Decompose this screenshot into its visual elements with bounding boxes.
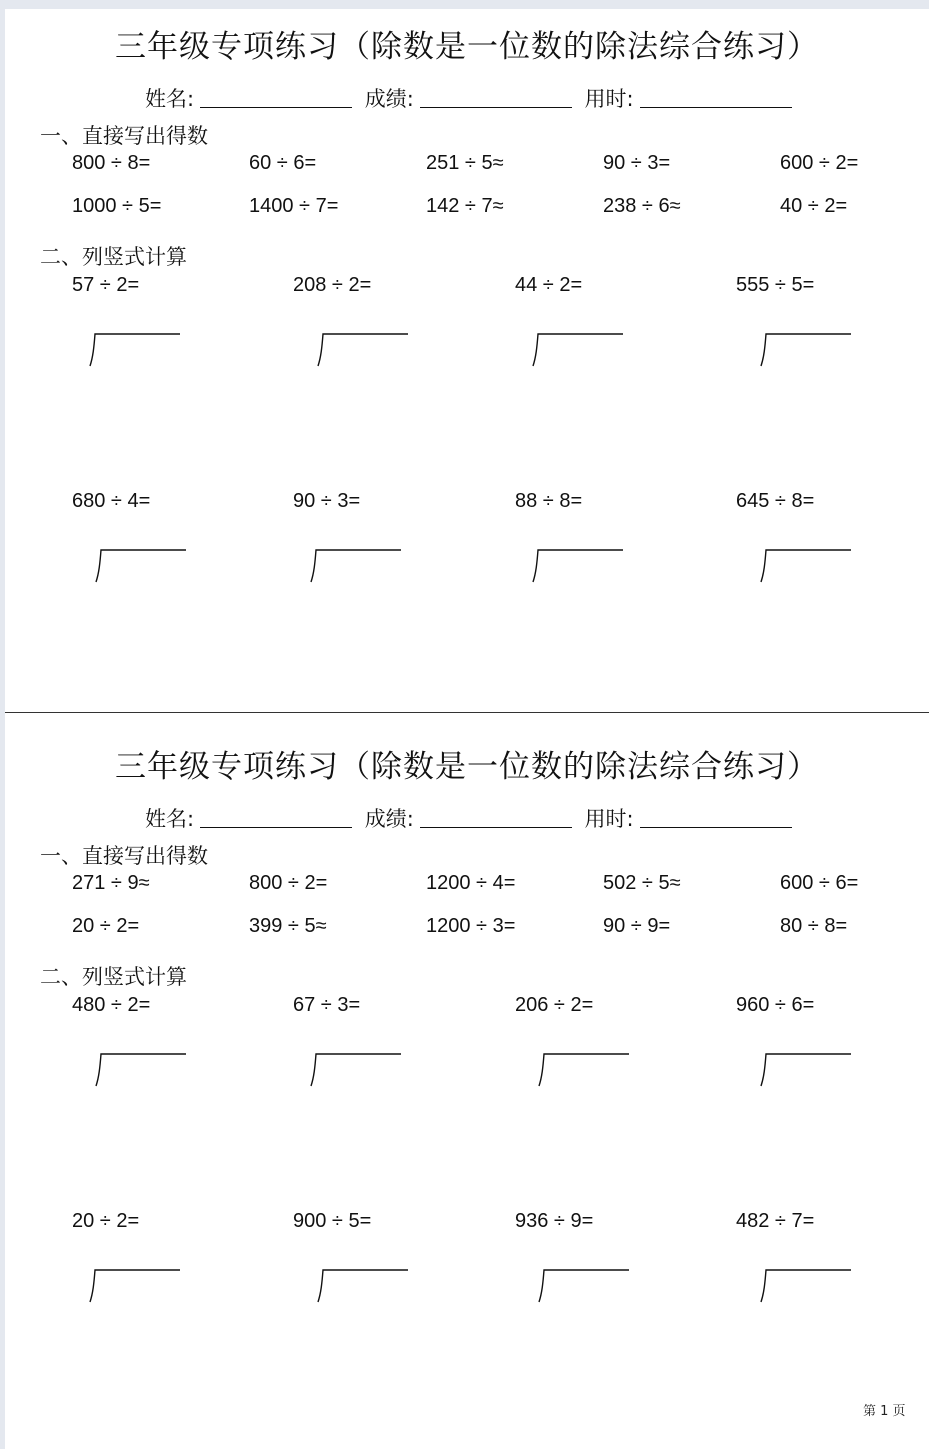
- section-long-division-heading: 二、列竖式计算: [40, 245, 187, 269]
- oral-problem: 80 ÷ 8=: [780, 915, 848, 937]
- name-label: 姓名:: [145, 807, 195, 831]
- long-division-bracket-icon: [538, 1269, 634, 1303]
- name-blank: [200, 106, 352, 108]
- oral-problem: 1200 ÷ 3=: [426, 915, 516, 937]
- oral-problem: 1400 ÷ 7=: [249, 195, 339, 217]
- long-division-problem: 44 ÷ 2=: [515, 274, 583, 296]
- name-blank: [200, 826, 352, 828]
- time-label: 用时:: [584, 87, 634, 111]
- oral-problem: 600 ÷ 6=: [780, 872, 859, 894]
- long-division-problem: 206 ÷ 2=: [515, 994, 594, 1016]
- score-field: [365, 83, 572, 113]
- long-division-problem: 208 ÷ 2=: [293, 274, 372, 296]
- long-division-problem: 936 ÷ 9=: [515, 1210, 594, 1232]
- long-division-bracket-icon: [89, 333, 185, 367]
- oral-problem: 399 ÷ 5≈: [249, 915, 327, 937]
- oral-problem: 238 ÷ 6≈: [603, 195, 681, 217]
- score-label: 成绩:: [364, 87, 414, 111]
- score-blank: [420, 826, 572, 828]
- oral-problem: 271 ÷ 9≈: [72, 872, 150, 894]
- long-division-problem: 20 ÷ 2=: [72, 1210, 140, 1232]
- long-division-problem: 645 ÷ 8=: [736, 490, 815, 512]
- oral-problem: 800 ÷ 2=: [249, 872, 328, 894]
- name-label: 姓名:: [145, 87, 195, 111]
- long-division-bracket-icon: [532, 333, 628, 367]
- time-blank: [640, 826, 792, 828]
- long-division-problem: 555 ÷ 5=: [736, 274, 815, 296]
- oral-problem: 90 ÷ 9=: [603, 915, 671, 937]
- long-division-bracket-icon: [310, 549, 406, 583]
- oral-problem: 800 ÷ 8=: [72, 152, 151, 174]
- long-division-bracket-icon: [760, 333, 856, 367]
- time-field: [585, 83, 792, 113]
- long-division-bracket-icon: [95, 549, 191, 583]
- long-division-problem: 90 ÷ 3=: [293, 490, 361, 512]
- long-division-problem: 482 ÷ 7=: [736, 1210, 815, 1232]
- time-label: 用时:: [584, 807, 634, 831]
- long-division-bracket-icon: [760, 549, 856, 583]
- score-field: [365, 803, 572, 833]
- time-field: [585, 803, 792, 833]
- oral-problem: 600 ÷ 2=: [780, 152, 859, 174]
- score-blank: [420, 106, 572, 108]
- long-division-problem: 480 ÷ 2=: [72, 994, 151, 1016]
- worksheet-title: 三年级专项练习（除数是一位数的除法综合练习）: [115, 749, 819, 785]
- section-oral-heading: 一、直接写出得数: [40, 124, 208, 148]
- long-division-problem: 88 ÷ 8=: [515, 490, 583, 512]
- oral-problem: 40 ÷ 2=: [780, 195, 848, 217]
- long-division-bracket-icon: [538, 1053, 634, 1087]
- worksheet-title: 三年级专项练习（除数是一位数的除法综合练习）: [115, 29, 819, 65]
- time-blank: [640, 106, 792, 108]
- long-division-problem: 960 ÷ 6=: [736, 994, 815, 1016]
- long-division-problem: 67 ÷ 3=: [293, 994, 361, 1016]
- name-field: [145, 83, 352, 113]
- oral-problem: 90 ÷ 3=: [603, 152, 671, 174]
- long-division-problem: 680 ÷ 4=: [72, 490, 151, 512]
- student-info-line: [145, 83, 798, 113]
- page-number: 第 1 页: [863, 1404, 906, 1419]
- long-division-bracket-icon: [310, 1053, 406, 1087]
- sheet-divider: [5, 712, 929, 713]
- long-division-bracket-icon: [317, 1269, 413, 1303]
- oral-problem: 60 ÷ 6=: [249, 152, 317, 174]
- score-label: 成绩:: [364, 807, 414, 831]
- long-division-bracket-icon: [95, 1053, 191, 1087]
- long-division-problem: 900 ÷ 5=: [293, 1210, 372, 1232]
- long-division-bracket-icon: [89, 1269, 185, 1303]
- long-division-bracket-icon: [760, 1053, 856, 1087]
- student-info-line: [145, 803, 798, 833]
- oral-problem: 20 ÷ 2=: [72, 915, 140, 937]
- worksheet-2: [5, 729, 929, 1429]
- long-division-problem: 57 ÷ 2=: [72, 274, 140, 296]
- oral-problem: 502 ÷ 5≈: [603, 872, 681, 894]
- oral-problem: 251 ÷ 5≈: [426, 152, 504, 174]
- section-long-division-heading: 二、列竖式计算: [40, 965, 187, 989]
- oral-problem: 1000 ÷ 5=: [72, 195, 162, 217]
- section-oral-heading: 一、直接写出得数: [40, 844, 208, 868]
- oral-problem: 142 ÷ 7≈: [426, 195, 504, 217]
- long-division-bracket-icon: [532, 549, 628, 583]
- oral-problem: 1200 ÷ 4=: [426, 872, 516, 894]
- worksheet-page: [5, 9, 929, 1449]
- name-field: [145, 803, 352, 833]
- long-division-bracket-icon: [760, 1269, 856, 1303]
- worksheet-1: [5, 9, 929, 709]
- long-division-bracket-icon: [317, 333, 413, 367]
